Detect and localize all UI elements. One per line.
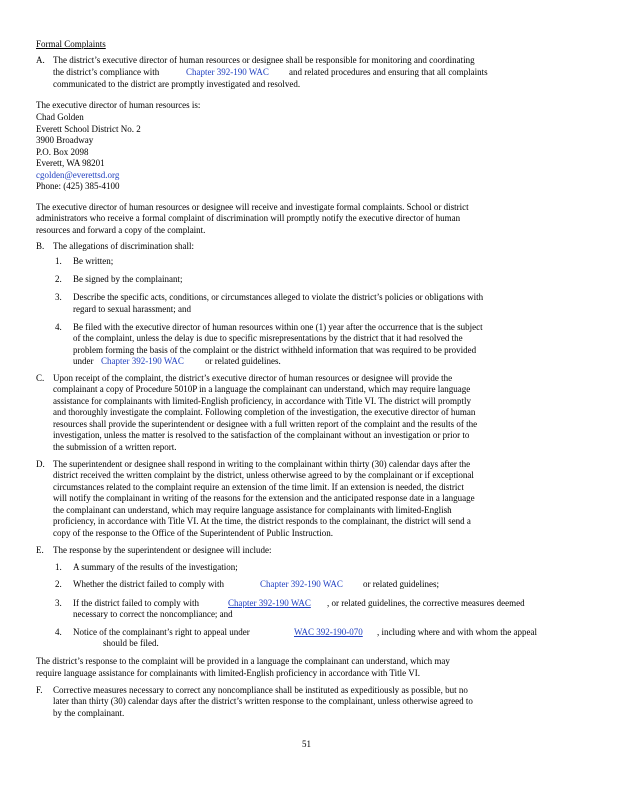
chapter-392-190-wac-link[interactable]: Chapter 392-190 WAC: [260, 579, 343, 589]
item-c-line-7: the submission of a written report.: [53, 442, 177, 452]
item-f-line-3: by the complainant.: [53, 708, 125, 718]
b-item-3-line-1: Describe the specific acts, conditions, or circumstances alleged to violate the district’s policies or obligations with: [73, 292, 484, 302]
e-item-1-number: 1.: [55, 562, 62, 572]
item-b-intro: The allegations of discrimination shall:: [53, 241, 194, 251]
item-d-line-3: circumstances related to the complaint require an extension of the time limit. If an extension is needed, the district: [53, 482, 464, 492]
item-e-intro: The response by the superintendent or designee will include:: [53, 545, 272, 555]
receive-line-3: resources and forward a copy of the complaint.: [36, 225, 206, 235]
wac-392-190-070-link[interactable]: WAC 392-190-070: [294, 627, 363, 637]
item-c-line-3: assistance for complainants with limited-English proficiency, in accordance with Title VI. The district will promptly: [53, 396, 471, 406]
chapter-392-190-wac-link[interactable]: Chapter 392-190 WAC: [101, 356, 184, 366]
e-item-2-number: 2.: [55, 579, 62, 589]
contact-intro: The executive director of human resources is:: [36, 100, 201, 110]
b-item-2-text: Be signed by the complainant;: [73, 274, 183, 284]
e-item-3-text-b: , or related guidelines, the corrective measures deemed: [327, 598, 525, 608]
item-a-label: A.: [36, 55, 45, 65]
b-item-4-line-4b: or related guidelines.: [205, 356, 281, 366]
item-c-line-6: investigation, unless the matter is resolved to the satisfaction of the complainant without an investigation or prior to: [53, 430, 470, 440]
item-a-line-3: communicated to the district are promptly investigated and resolved.: [53, 79, 301, 89]
contact-phone: Phone: (425) 385-4100: [36, 181, 120, 191]
e-item-3-number: 3.: [55, 598, 62, 608]
chapter-392-190-wac-link[interactable]: Chapter 392-190 WAC: [186, 67, 269, 77]
e-item-4-text-b: , including where and with whom the appeal: [377, 627, 537, 637]
item-d-line-1: The superintendent or designee shall respond in writing to the complainant within thirty (30) calendar days after the: [53, 459, 471, 469]
contact-city: Everett, WA 98201: [36, 158, 105, 168]
item-d-line-5: the complainant can understand, which may require language assistance for complainants with limited-English: [53, 505, 452, 515]
item-f-line-2: later than thirty (30) calendar days after the district’s written response to the complainant, unless otherwise agreed to: [53, 696, 473, 706]
item-d-line-6: proficiency, in accordance with Title VI. At the time, the district responds to the complainant, the district will send a: [53, 516, 471, 526]
b-item-4-line-2: of the complaint, unless the delay is due to specific misrepresentations by the district that it had resolved the: [73, 333, 463, 343]
b-item-4-number: 4.: [55, 322, 62, 332]
b-item-3-number: 3.: [55, 292, 62, 302]
e-item-3-text-a: If the district failed to comply with: [73, 598, 199, 608]
e-item-3-line-2: necessary to correct the noncompliance; and: [73, 609, 233, 619]
section-heading: Formal Complaints: [36, 39, 106, 49]
item-a-line-2b: and related procedures and ensuring that all complaints: [289, 67, 488, 77]
b-item-3-line-2: regard to sexual harassment; and: [73, 304, 191, 314]
contact-org: Everett School District No. 2: [36, 124, 141, 134]
e-item-4-line-2: should be filed.: [103, 638, 159, 648]
e-item-4-text-a: Notice of the complainant’s right to appeal under: [73, 627, 250, 637]
item-a-line-1: The district’s executive director of human resources or designee shall be responsible for monitoring and coordinating: [53, 55, 475, 65]
item-f-label: F.: [36, 685, 43, 695]
item-d-label: D.: [36, 459, 45, 469]
page-number: 51: [302, 739, 311, 749]
item-e-label: E.: [36, 545, 44, 555]
receive-line-2: administrators who receive a formal complaint of discrimination will promptly notify the executive director of human: [36, 213, 461, 223]
item-d-line-7: copy of the response to the Office of the Superintendent of Public Instruction.: [53, 528, 334, 538]
item-c-label: C.: [36, 373, 45, 383]
item-d-line-2: district received the written complaint by the district, unless otherwise agreed to by the complainant or if exceptional: [53, 470, 474, 480]
e-item-2-text-b: or related guidelines;: [363, 579, 439, 589]
b-item-4-line-3: problem forming the basis of the complaint or the district withheld information that was required to be provided: [73, 345, 477, 355]
item-c-line-1: Upon receipt of the complaint, the district’s executive director of human resources or designee will provide the: [53, 373, 453, 383]
e-item-2-text-a: Whether the district failed to comply with: [73, 579, 224, 589]
b-item-4-line-4a: under: [73, 356, 94, 366]
item-b-label: B.: [36, 241, 45, 251]
b-item-1-number: 1.: [55, 256, 62, 266]
contact-street: 3900 Broadway: [36, 135, 94, 145]
b-item-4-line-1: Be filed with the executive director of human resources within one (1) year after the occurrence that is the subject: [73, 322, 483, 332]
item-c-line-4: and thoroughly investigate the complaint. Following completion of the investigation, the executive director of human: [53, 407, 476, 417]
b-item-1-text: Be written;: [73, 256, 114, 266]
response-line-2: require language assistance for complainants with limited-English proficiency in accordance with Title VI.: [36, 668, 420, 678]
contact-email-link[interactable]: cgolden@everettsd.org: [36, 170, 120, 180]
contact-name: Chad Golden: [36, 112, 84, 122]
item-f-line-1: Corrective measures necessary to correct any noncompliance shall be instituted as expeditiously as possible, but no: [53, 685, 468, 695]
response-line-1: The district’s response to the complaint will be provided in a language the complainant can understand, which may: [36, 656, 450, 666]
item-c-line-2: complainant a copy of Procedure 5010P in a language the complainant can understand, which may require language: [53, 384, 471, 394]
contact-pobox: P.O. Box 2098: [36, 147, 89, 157]
receive-line-1: The executive director of human resources or designee will receive and investigate formal complaints. School or district: [36, 202, 469, 212]
item-a-line-2a: the district’s compliance with: [53, 67, 160, 77]
item-d-line-4: will notify the complainant in writing of the reasons for the extension and the anticipated response date in a language: [53, 493, 475, 503]
b-item-2-number: 2.: [55, 274, 62, 284]
e-item-1-text: A summary of the results of the investigation;: [73, 562, 238, 572]
chapter-392-190-wac-link[interactable]: Chapter 392-190 WAC: [228, 598, 311, 608]
item-c-line-5: resources shall provide the superintendent or designee with a full written report of the complaint and the results of the: [53, 419, 478, 429]
e-item-4-number: 4.: [55, 627, 62, 637]
